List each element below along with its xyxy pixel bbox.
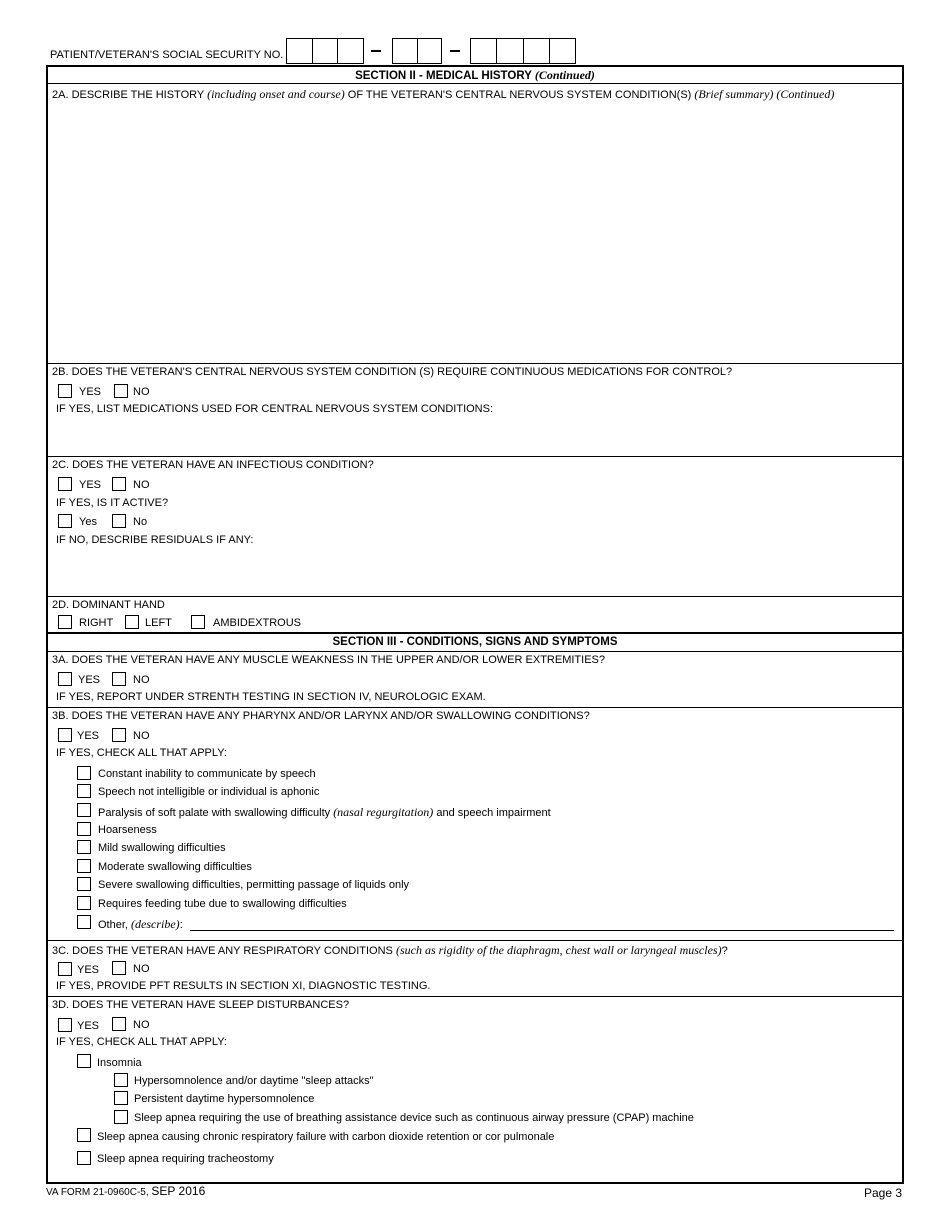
q3c-yes-label: YES bbox=[77, 964, 100, 976]
q3d-opt2-label: Sleep apnea causing chronic respiratory failure with carbon dioxide retention or cor pulmonale bbox=[97, 1131, 555, 1143]
q3d-sub2-label: Persistent daytime hypersomnolence bbox=[134, 1093, 315, 1105]
q2b-no-label: NO bbox=[133, 386, 150, 398]
ssn-field-serial[interactable] bbox=[470, 38, 576, 64]
q3b-opt7-checkbox[interactable] bbox=[77, 877, 91, 891]
divider bbox=[46, 596, 904, 597]
divider bbox=[46, 707, 904, 708]
divider bbox=[46, 940, 904, 941]
q3d-opt3-checkbox[interactable] bbox=[77, 1151, 91, 1165]
divider bbox=[46, 363, 904, 364]
q2d-left-label: LEFT bbox=[145, 617, 172, 629]
q3c-label: 3C. DOES THE VETERAN HAVE ANY RESPIRATORY CONDITIONS (such as rigidity of the diaphragm, chest wall or laryngeal muscles)? bbox=[52, 943, 728, 957]
divider bbox=[46, 83, 904, 84]
q3d-yes-checkbox[interactable] bbox=[58, 1018, 72, 1032]
q3b-opt9-label: Other, (describe): bbox=[98, 917, 183, 931]
q2c-yes-checkbox[interactable] bbox=[58, 477, 72, 491]
q3b-opt4-label: Hoarseness bbox=[98, 824, 157, 836]
q3b-yes-checkbox[interactable] bbox=[58, 728, 72, 742]
q2d-right-checkbox[interactable] bbox=[58, 615, 72, 629]
q2b-followup: IF YES, LIST MEDICATIONS USED FOR CENTRAL NERVOUS SYSTEM CONDITIONS: bbox=[56, 403, 494, 415]
q3d-insomnia-label: Insomnia bbox=[97, 1057, 142, 1069]
q3b-opt8-checkbox[interactable] bbox=[77, 896, 91, 910]
q3b-opt5-checkbox[interactable] bbox=[77, 840, 91, 854]
q3d-sub3-checkbox[interactable] bbox=[114, 1110, 128, 1124]
q3d-sub2-checkbox[interactable] bbox=[114, 1091, 128, 1105]
q3b-opt5-label: Mild swallowing difficulties bbox=[98, 842, 226, 854]
q2b-no-checkbox[interactable] bbox=[114, 384, 128, 398]
q2c-active-label: IF YES, IS IT ACTIVE? bbox=[56, 497, 169, 509]
q3b-opt6-checkbox[interactable] bbox=[77, 859, 91, 873]
q3a-yes-checkbox[interactable] bbox=[58, 672, 72, 686]
q2c-active-yes-label: Yes bbox=[79, 516, 97, 528]
q3b-label: 3B. DOES THE VETERAN HAVE ANY PHARYNX AND/OR LARYNX AND/OR SWALLOWING CONDITIONS? bbox=[52, 710, 590, 722]
q3d-sub1-label: Hypersomnolence and/or daytime "sleep attacks" bbox=[134, 1075, 374, 1087]
q3d-sub3-label: Sleep apnea requiring the use of breathing assistance device such as continuous airway pressure (CPAP) machine bbox=[134, 1112, 694, 1124]
q2a-label: 2A. DESCRIBE THE HISTORY (including onset and course) OF THE VETERAN'S CENTRAL NERVOUS SYSTEM CONDITION(S) (Brief summary) (Continued) bbox=[52, 87, 835, 101]
q3d-sub1-checkbox[interactable] bbox=[114, 1073, 128, 1087]
divider bbox=[46, 632, 904, 634]
q3b-opt6-label: Moderate swallowing difficulties bbox=[98, 861, 252, 873]
q3b-opt7-label: Severe swallowing difficulties, permitting passage of liquids only bbox=[98, 879, 410, 891]
q3d-insomnia-checkbox[interactable] bbox=[77, 1054, 91, 1068]
divider bbox=[46, 456, 904, 457]
q3b-opt2-checkbox[interactable] bbox=[77, 784, 91, 798]
q2c-active-no-checkbox[interactable] bbox=[112, 514, 126, 528]
q3a-label: 3A. DOES THE VETERAN HAVE ANY MUSCLE WEAKNESS IN THE UPPER AND/OR LOWER EXTREMITIES? bbox=[52, 654, 605, 666]
ssn-field-area[interactable] bbox=[286, 38, 364, 64]
q2d-ambidextrous-checkbox[interactable] bbox=[191, 615, 205, 629]
q3b-opt3-label: Paralysis of soft palate with swallowing difficulty (nasal regurgitation) and speech impairment bbox=[98, 805, 551, 819]
q2c-yes-label: YES bbox=[79, 479, 102, 491]
q3a-followup: IF YES, REPORT UNDER STRENTH TESTING IN SECTION IV, NEUROLOGIC EXAM. bbox=[56, 691, 486, 703]
q2c-no-checkbox[interactable] bbox=[112, 477, 126, 491]
ssn-label: PATIENT/VETERAN'S SOCIAL SECURITY NO. bbox=[50, 49, 284, 61]
q3c-followup: IF YES, PROVIDE PFT RESULTS IN SECTION XI, DIAGNOSTIC TESTING. bbox=[56, 980, 431, 992]
q3b-opt9-checkbox[interactable] bbox=[77, 915, 91, 929]
q3b-yes-label: YES bbox=[77, 730, 100, 742]
q2c-active-yes-checkbox[interactable] bbox=[58, 514, 72, 528]
divider bbox=[46, 651, 904, 652]
q3b-opt3-checkbox[interactable] bbox=[77, 803, 91, 817]
q2c-no-label: NO bbox=[133, 479, 150, 491]
q3a-yes-label: YES bbox=[78, 674, 101, 686]
q3c-no-label: NO bbox=[133, 963, 150, 975]
q3d-no-checkbox[interactable] bbox=[112, 1017, 126, 1031]
q2b-yes-label: YES bbox=[79, 386, 102, 398]
q2d-label: 2D. DOMINANT HAND bbox=[52, 599, 165, 611]
q3d-no-label: NO bbox=[133, 1019, 150, 1031]
q3d-opt3-label: Sleep apnea requiring tracheostomy bbox=[97, 1153, 274, 1165]
q3b-opt8-label: Requires feeding tube due to swallowing difficulties bbox=[98, 898, 347, 910]
q2d-ambidextrous-label: AMBIDEXTROUS bbox=[213, 617, 302, 629]
q2b-yes-checkbox[interactable] bbox=[58, 384, 72, 398]
q3b-no-checkbox[interactable] bbox=[112, 728, 126, 742]
q2a-text-area[interactable] bbox=[50, 102, 900, 360]
q3b-opt4-checkbox[interactable] bbox=[77, 822, 91, 836]
ssn-dash bbox=[371, 50, 381, 52]
q2d-right-label: RIGHT bbox=[79, 617, 114, 629]
q3c-yes-checkbox[interactable] bbox=[58, 962, 72, 976]
ssn-dash bbox=[450, 50, 460, 52]
q3b-other-input-line[interactable] bbox=[190, 930, 894, 931]
ssn-field-group[interactable] bbox=[392, 38, 442, 64]
q3c-no-checkbox[interactable] bbox=[112, 961, 126, 975]
section-2-title: SECTION II - MEDICAL HISTORY (Continued) bbox=[355, 68, 595, 82]
q3d-yes-label: YES bbox=[77, 1020, 100, 1032]
q2c-active-no-label: No bbox=[133, 516, 148, 528]
q2d-left-checkbox[interactable] bbox=[125, 615, 139, 629]
q3b-opt1-checkbox[interactable] bbox=[77, 766, 91, 780]
form-id: VA FORM 21-0960C-5, SEP 2016 bbox=[46, 1184, 206, 1198]
q2c-label: 2C. DOES THE VETERAN HAVE AN INFECTIOUS CONDITION? bbox=[52, 459, 374, 471]
divider bbox=[46, 996, 904, 997]
q3a-no-checkbox[interactable] bbox=[112, 672, 126, 686]
q3a-no-label: NO bbox=[133, 674, 150, 686]
q3b-no-label: NO bbox=[133, 730, 150, 742]
q3d-followup: IF YES, CHECK ALL THAT APPLY: bbox=[56, 1036, 227, 1048]
q3b-opt2-label: Speech not intelligible or individual is aphonic bbox=[98, 786, 320, 798]
q3d-label: 3D. DOES THE VETERAN HAVE SLEEP DISTURBANCES? bbox=[52, 999, 350, 1011]
q2b-label: 2B. DOES THE VETERAN'S CENTRAL NERVOUS SYSTEM CONDITION (S) REQUIRE CONTINUOUS MEDICATIONS FOR CONTROL? bbox=[52, 366, 733, 378]
q3d-opt2-checkbox[interactable] bbox=[77, 1128, 91, 1142]
q2c-residuals-input[interactable] bbox=[50, 549, 900, 593]
q2c-residuals-label: IF NO, DESCRIBE RESIDUALS IF ANY: bbox=[56, 534, 254, 546]
page-number: Page 3 bbox=[864, 1186, 903, 1200]
q2b-medications-input[interactable] bbox=[50, 418, 900, 454]
q3b-opt1-label: Constant inability to communicate by speech bbox=[98, 768, 316, 780]
section-3-title: SECTION III - CONDITIONS, SIGNS AND SYMPTOMS bbox=[332, 636, 618, 648]
q3b-followup: IF YES, CHECK ALL THAT APPLY: bbox=[56, 747, 227, 759]
